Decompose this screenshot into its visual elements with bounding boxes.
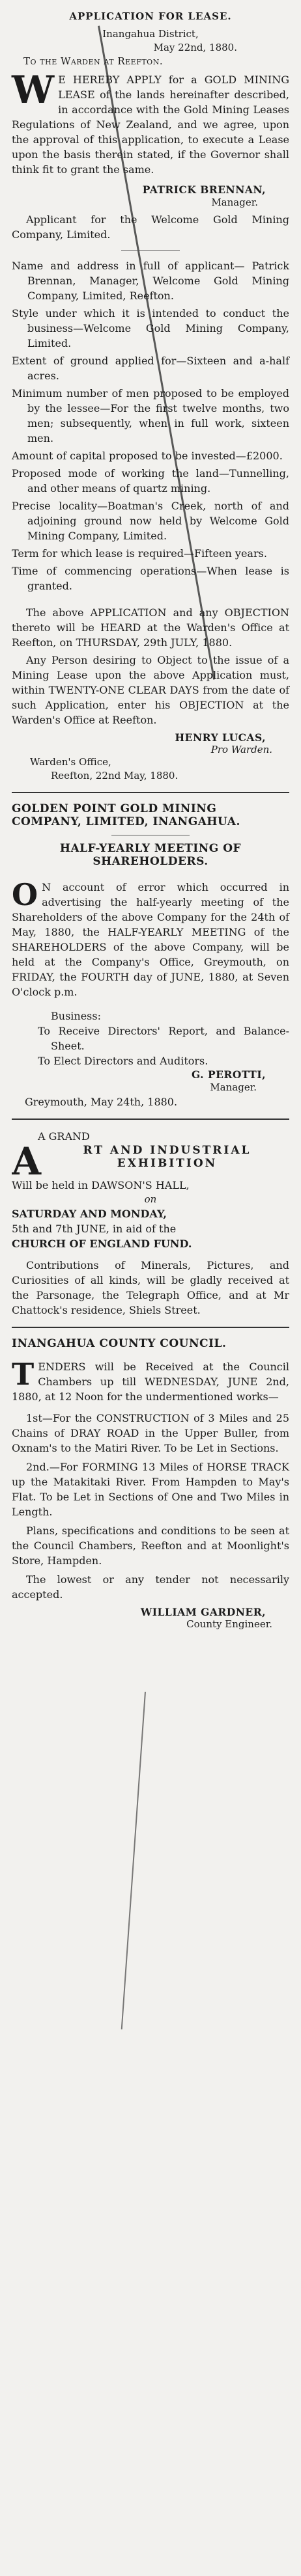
venue-line: Will be held in DAWSON'S HALL,: [12, 1179, 190, 1191]
days-line: SATURDAY AND MONDAY,: [12, 1208, 167, 1220]
district-line: Inangahua District,: [102, 28, 199, 40]
ad-heading: APPLICATION FOR LEASE.: [69, 10, 232, 22]
hearing-notice: The above APPLICATION and any OBJECTION thereto will be HEARD at the Warden's Office at Reefton, on THURSDAY, 29th JULY, 1880.: [12, 606, 289, 649]
perotti-name: G. PEROTTI,: [192, 1068, 266, 1081]
warden-role: Pro Warden.: [210, 744, 272, 755]
gardner-name: WILLIAM GARDNER,: [140, 1606, 266, 1618]
gardner-role: County Engineer.: [186, 1618, 272, 1630]
lowest-tender-text: The lowest or any tender not necessarily accepted.: [12, 1573, 289, 1601]
lease-details-list: [12, 258, 289, 593]
detail-item: Extent of ground applied for—Sixteen and a-half acres.: [12, 355, 289, 382]
contributions-text: Contributions of Minerals, Pictures, and Curiosities of all kinds, will be gladly received at the Parsonage, the Telegraph Office, and at Mr Chattock's residence, Shiels Street.: [12, 1259, 289, 1316]
council-heading: INANGAHUA COUNTY COUNCIL.: [12, 1337, 227, 1350]
meeting-body: N account of error which occurred in advertising the half-yearly meeting of the Shareholders of the above Company for the 24th of May, 1880, the HALF-YEARLY MEETING of the SHAREHOLDERS of the above Company, will be held at the Company's Office, Greymouth, on FRIDAY, the FOURTH day of JUNE, 1880, at Seven O'clock p.m.: [12, 881, 289, 998]
dropcap-w: W: [12, 68, 55, 112]
grand-line: A GRAND: [38, 1130, 90, 1143]
detail-item: Proposed mode of working the land—Tunnelling, and other means of quartz mining.: [12, 467, 289, 495]
tender-item-1: 1st—For the CONSTRUCTION of 3 Miles and 25 Chains of DRAY ROAD in the Upper Buller, from Oxnam's to the Matiri River. To be Let in Sections.: [12, 1412, 289, 1454]
fund-line: CHURCH OF ENGLAND FUND.: [12, 1238, 192, 1250]
company-heading: GOLDEN POINT GOLD MINING COMPANY, LIMITED, INANGAHUA.: [12, 802, 240, 828]
art-exhibition-ad: [12, 1129, 289, 1318]
dropcap-o: O: [12, 877, 38, 912]
plans-text: Plans, specifications and conditions to be seen at the Council Chambers, Reefton and at Moonlight's Store, Hampden.: [12, 1525, 289, 1567]
on-line: on: [144, 1193, 157, 1205]
county-council-tender-ad: [12, 1337, 289, 1630]
dropcap-t: T: [12, 1357, 35, 1392]
detail-item: Amount of capital proposed to be invested—£2000.: [12, 450, 283, 462]
golden-point-meeting-ad: [12, 802, 289, 1109]
dropcap-a: A: [12, 1144, 42, 1178]
newspaper-column: [12, 7, 289, 1630]
exhibition-word: EXHIBITION: [117, 1157, 218, 1170]
detail-item: Minimum number of men proposed to be employed by the lessee—For the first twelve months, two men; subsequently, when in full work, sixteen men.: [12, 387, 289, 444]
detail-item: Style under which it is intended to conduct the business—Welcome Gold Mining Company, Limited.: [12, 307, 289, 349]
applicant-role: Manager.: [211, 197, 258, 208]
fold-crease-lower: [121, 1692, 146, 2029]
application-for-lease-ad: [12, 10, 289, 783]
warden-name: HENRY LUCAS,: [175, 731, 266, 744]
objection-notice: Any Person desiring to Object to the issue of a Mining Lease upon the above Application must, within TWENTY-ONE CLEAR DAYS from the date of such Application, enter his OBJECTION at the Warden's Office at Reefton.: [12, 654, 289, 726]
perotti-role: Manager.: [210, 1081, 257, 1093]
office-date: Reefton, 22nd May, 1880.: [51, 770, 179, 781]
tender-item-2: 2nd.—For FORMING 13 Miles of HORSE TRACK up the Matakitaki River. From Hampden to May's Flat. To be Let in Sections of One and Two Miles in Length.: [12, 1461, 289, 1518]
business-item: To Receive Directors' Report, and Balance-Sheet.: [38, 1025, 289, 1052]
dates-line: 5th and 7th JUNE, in aid of the: [12, 1223, 177, 1235]
greymouth-date: Greymouth, May 24th, 1880.: [25, 1096, 178, 1108]
date-line: May 22nd, 1880.: [153, 42, 237, 53]
business-item: To Elect Directors and Auditors.: [38, 1055, 208, 1067]
meeting-heading: HALF-YEARLY MEETING OF SHAREHOLDERS.: [59, 842, 242, 868]
lead-paragraph: E HEREBY APPLY for a GOLD MINING LEASE of the lands hereinafter described, in accordance with the Gold Mining Leases Regulations of New Zealand, and we agree, upon the approval of this application, to execute a Lease upon the basis therein stated, if the Governor shall think fit to grant the same.: [12, 74, 289, 176]
exhibition-title: RT AND INDUSTRIAL: [83, 1144, 251, 1157]
business-label: Business:: [51, 1010, 101, 1022]
detail-item: Term for which lease is required—Fifteen years.: [12, 547, 267, 560]
tender-lead: ENDERS will be Received at the Council Chambers up till WEDNESDAY, JUNE 2nd, 1880, at 12 Noon for the undermentioned works—: [12, 1361, 289, 1403]
detail-item: Name and address in full of applicant— Patrick Brennan, Manager, Welcome Gold Mining Company, Limited, Reefton.: [12, 260, 289, 302]
detail-item: Precise locality—Boatman's Creek, north of and adjoining ground now held by Welcome Gold Mining Company, Limited.: [12, 500, 289, 542]
applicant-name: PATRICK BRENNAN,: [142, 183, 266, 196]
office-line: Warden's Office,: [30, 756, 111, 768]
to-line: To the Warden at Reefton.: [23, 55, 164, 67]
applicant-for: Applicant for the Welcome Gold Mining Company, Limited.: [12, 213, 289, 241]
detail-item: Time of commencing operations—When lease is granted.: [12, 565, 289, 592]
